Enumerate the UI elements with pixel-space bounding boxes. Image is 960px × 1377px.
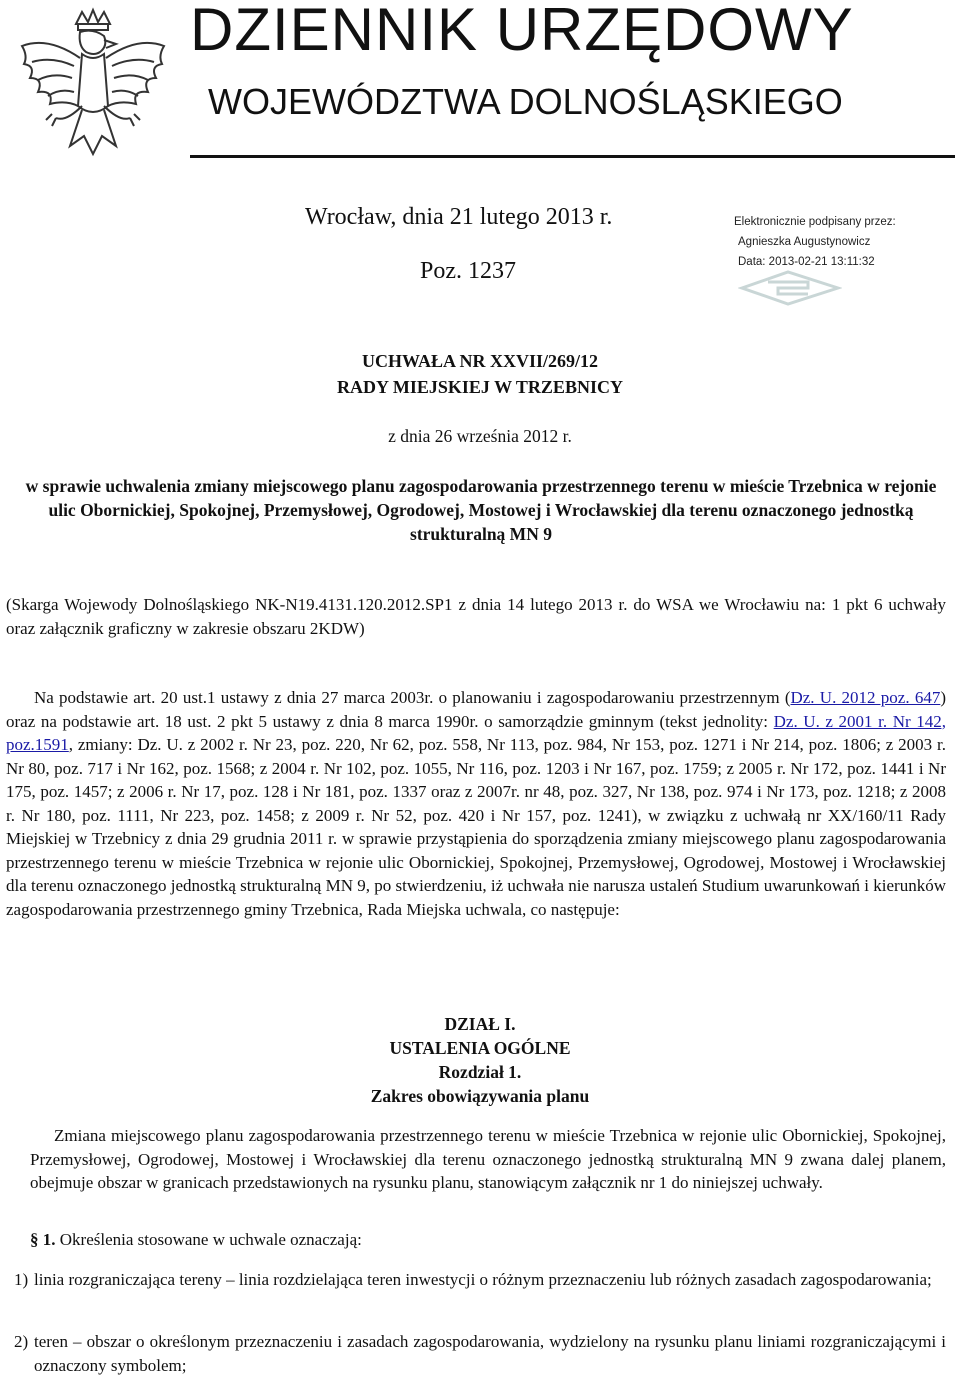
list-item (6, 1268, 946, 1292)
chapter-title: Zakres obowiązywania planu (370, 1086, 590, 1106)
list-item-number: 2) (14, 1332, 29, 1351)
signature-label: Elektronicznie podpisany przez: (734, 216, 896, 228)
resolution-number: UCHWAŁA NR XXVII/269/12 (361, 351, 599, 371)
link-dz-u-2001[interactable]: Dz. U. z 2001 r. Nr 142, poz.1591 (6, 711, 946, 754)
signature-watermark-icon (738, 268, 842, 306)
electronic-signature (734, 212, 954, 272)
position-number: Poz. 1237 (420, 258, 516, 284)
signature-name: Agnieszka Augustynowicz (738, 236, 871, 248)
division-title: USTALENIA OGÓLNE (389, 1038, 571, 1058)
division-number: DZIAŁ I. (444, 1014, 516, 1034)
definitions-heading (30, 1230, 362, 1250)
list-item-text: linia rozgraniczająca tereny – linia rozdzielająca teren inwestycji o różnym przeznaczeniu lub różnych zasadach zagospodarowania; (34, 1270, 932, 1289)
resolution-heading (0, 348, 960, 400)
journal-subtitle: WOJEWÓDZTWA DOLNOŚLĄSKIEGO (208, 81, 843, 122)
resolution-body: RADY MIEJSKIEJ W TRZEBNICY (337, 377, 623, 397)
definitions-intro: Określenia stosowane w uchwale oznaczają: (59, 1230, 362, 1249)
legal-basis-text-1: Na podstawie art. 20 ust.1 ustawy z dnia 27 marca 2003r. o planowaniu i zagospodarowaniu przestrzennym ( (34, 688, 791, 707)
resolution-date: z dnia 26 września 2012 r. (388, 426, 572, 446)
resolution-subject: w sprawie uchwalenia zmiany miejscowego planu zagospodarowania przestrzennego terenu w mieście Trzebnica w rejonie ulic Obornickiej, Spokojnej, Przemysłowej, Ogrodowej, Mostowej i Wrocławskiej dla terenu oznaczonego jednostką strukturalną MN 9 (25, 476, 937, 544)
eagle-emblem-icon (8, 6, 178, 176)
paragraph-number: 1. (42, 1230, 56, 1249)
section-heading (0, 1012, 960, 1108)
list-item-number: 1) (14, 1270, 29, 1289)
complaint-note: (Skarga Wojewody Dolnośląskiego NK-N19.4131.120.2012.SP1 z dnia 14 lutego 2013 r. do WSA we Wrocławiu na: 1 pkt 6 uchwały oraz załącznik graficzny w zakresie obszaru 2KDW) (6, 595, 946, 638)
journal-title: DZIENNIK URZĘDOWY (190, 0, 854, 63)
list-item (6, 1330, 946, 1377)
list-item-text: teren – obszar o określonym przeznaczeniu i zasadach zagospodarowania, wydzielony na rysunku planu liniami rozgraniczającymi i oznaczony symbolem; (34, 1332, 946, 1375)
legal-basis (6, 686, 946, 921)
paragraph-symbol: § (30, 1230, 39, 1249)
signature-date: Data: 2013-02-21 13:11:32 (738, 256, 875, 268)
plan-scope-paragraph: Zmiana miejscowego planu zagospodarowania przestrzennego terenu w mieście Trzebnica w rejonie ulic Obornickiej, Spokojnej, Przemysłowej, Ogrodowej, Mostowej i Wrocławskiej dla terenu oznaczonego jednostką strukturalną MN 9 zwana dalej planem, obejmuje obszar w granicach przedstawionych na rysunku planu, stanowiącym załącznik nr 1 do niniejszej uchwały. (30, 1126, 946, 1192)
header-divider (190, 155, 955, 158)
chapter-number: Rozdział 1. (438, 1062, 522, 1082)
legal-basis-text-2: ) oraz na podstawie art. 18 ust. 2 pkt 5 ustawy z dnia 8 marca 1990r. o samorządzie gminnym (tekst jednolity: (6, 688, 946, 731)
link-dz-u-2012[interactable]: Dz. U. 2012 poz. 647 (790, 688, 941, 707)
legal-basis-text-3: , zmiany: Dz. U. z 2002 r. Nr 23, poz. 220, Nr 62, poz. 558, Nr 113, poz. 984, Nr 153, poz. 1271 i Nr 214, poz. 1806; z 2003 r. Nr 80, poz. 717 i Nr 162, poz. 1568; z 2004 r. Nr 102, poz. 1055, Nr 116, poz. 1203 i Nr 167, poz. 1759; z 2005 r. Nr 172, poz. 1441 i Nr 175, poz. 1457; z 2006 r. Nr 17, poz. 128 i Nr 181, poz. 1337 oraz z 2007r. nr 48, poz. 327, Nr 138, poz. 974 i Nr 173, poz. 1218; z 2008 r. Nr 180, poz. 1111, Nr 223, poz. 1458; z 2009 r. Nr 52, poz. 420 i Nr 157, poz. 1241), w związku z uchwałą nr XX/160/11 Rady Miejskiej w Trzebnicy z dnia 29 grudnia 2011 r. w sprawie przystąpienia do sporządzenia zmiany miejscowego planu zagospodarowania przestrzennego terenu w mieście Trzebnica w rejonie ulic Obornickiej, Spokojnej, Przemysłowej, Ogrodowej, Mostowej i Wrocławskiej dla terenu oznaczonego jednostką strukturalną MN 9, po stwierdzeniu, iż uchwała nie narusza ustaleń Studium uwarunkowań i kierunków zagospodarowania przestrzennego gminy Trzebnica, Rada Miejska uchwala, co następuje: (6, 735, 946, 919)
place-date: Wrocław, dnia 21 lutego 2013 r. (305, 204, 613, 230)
